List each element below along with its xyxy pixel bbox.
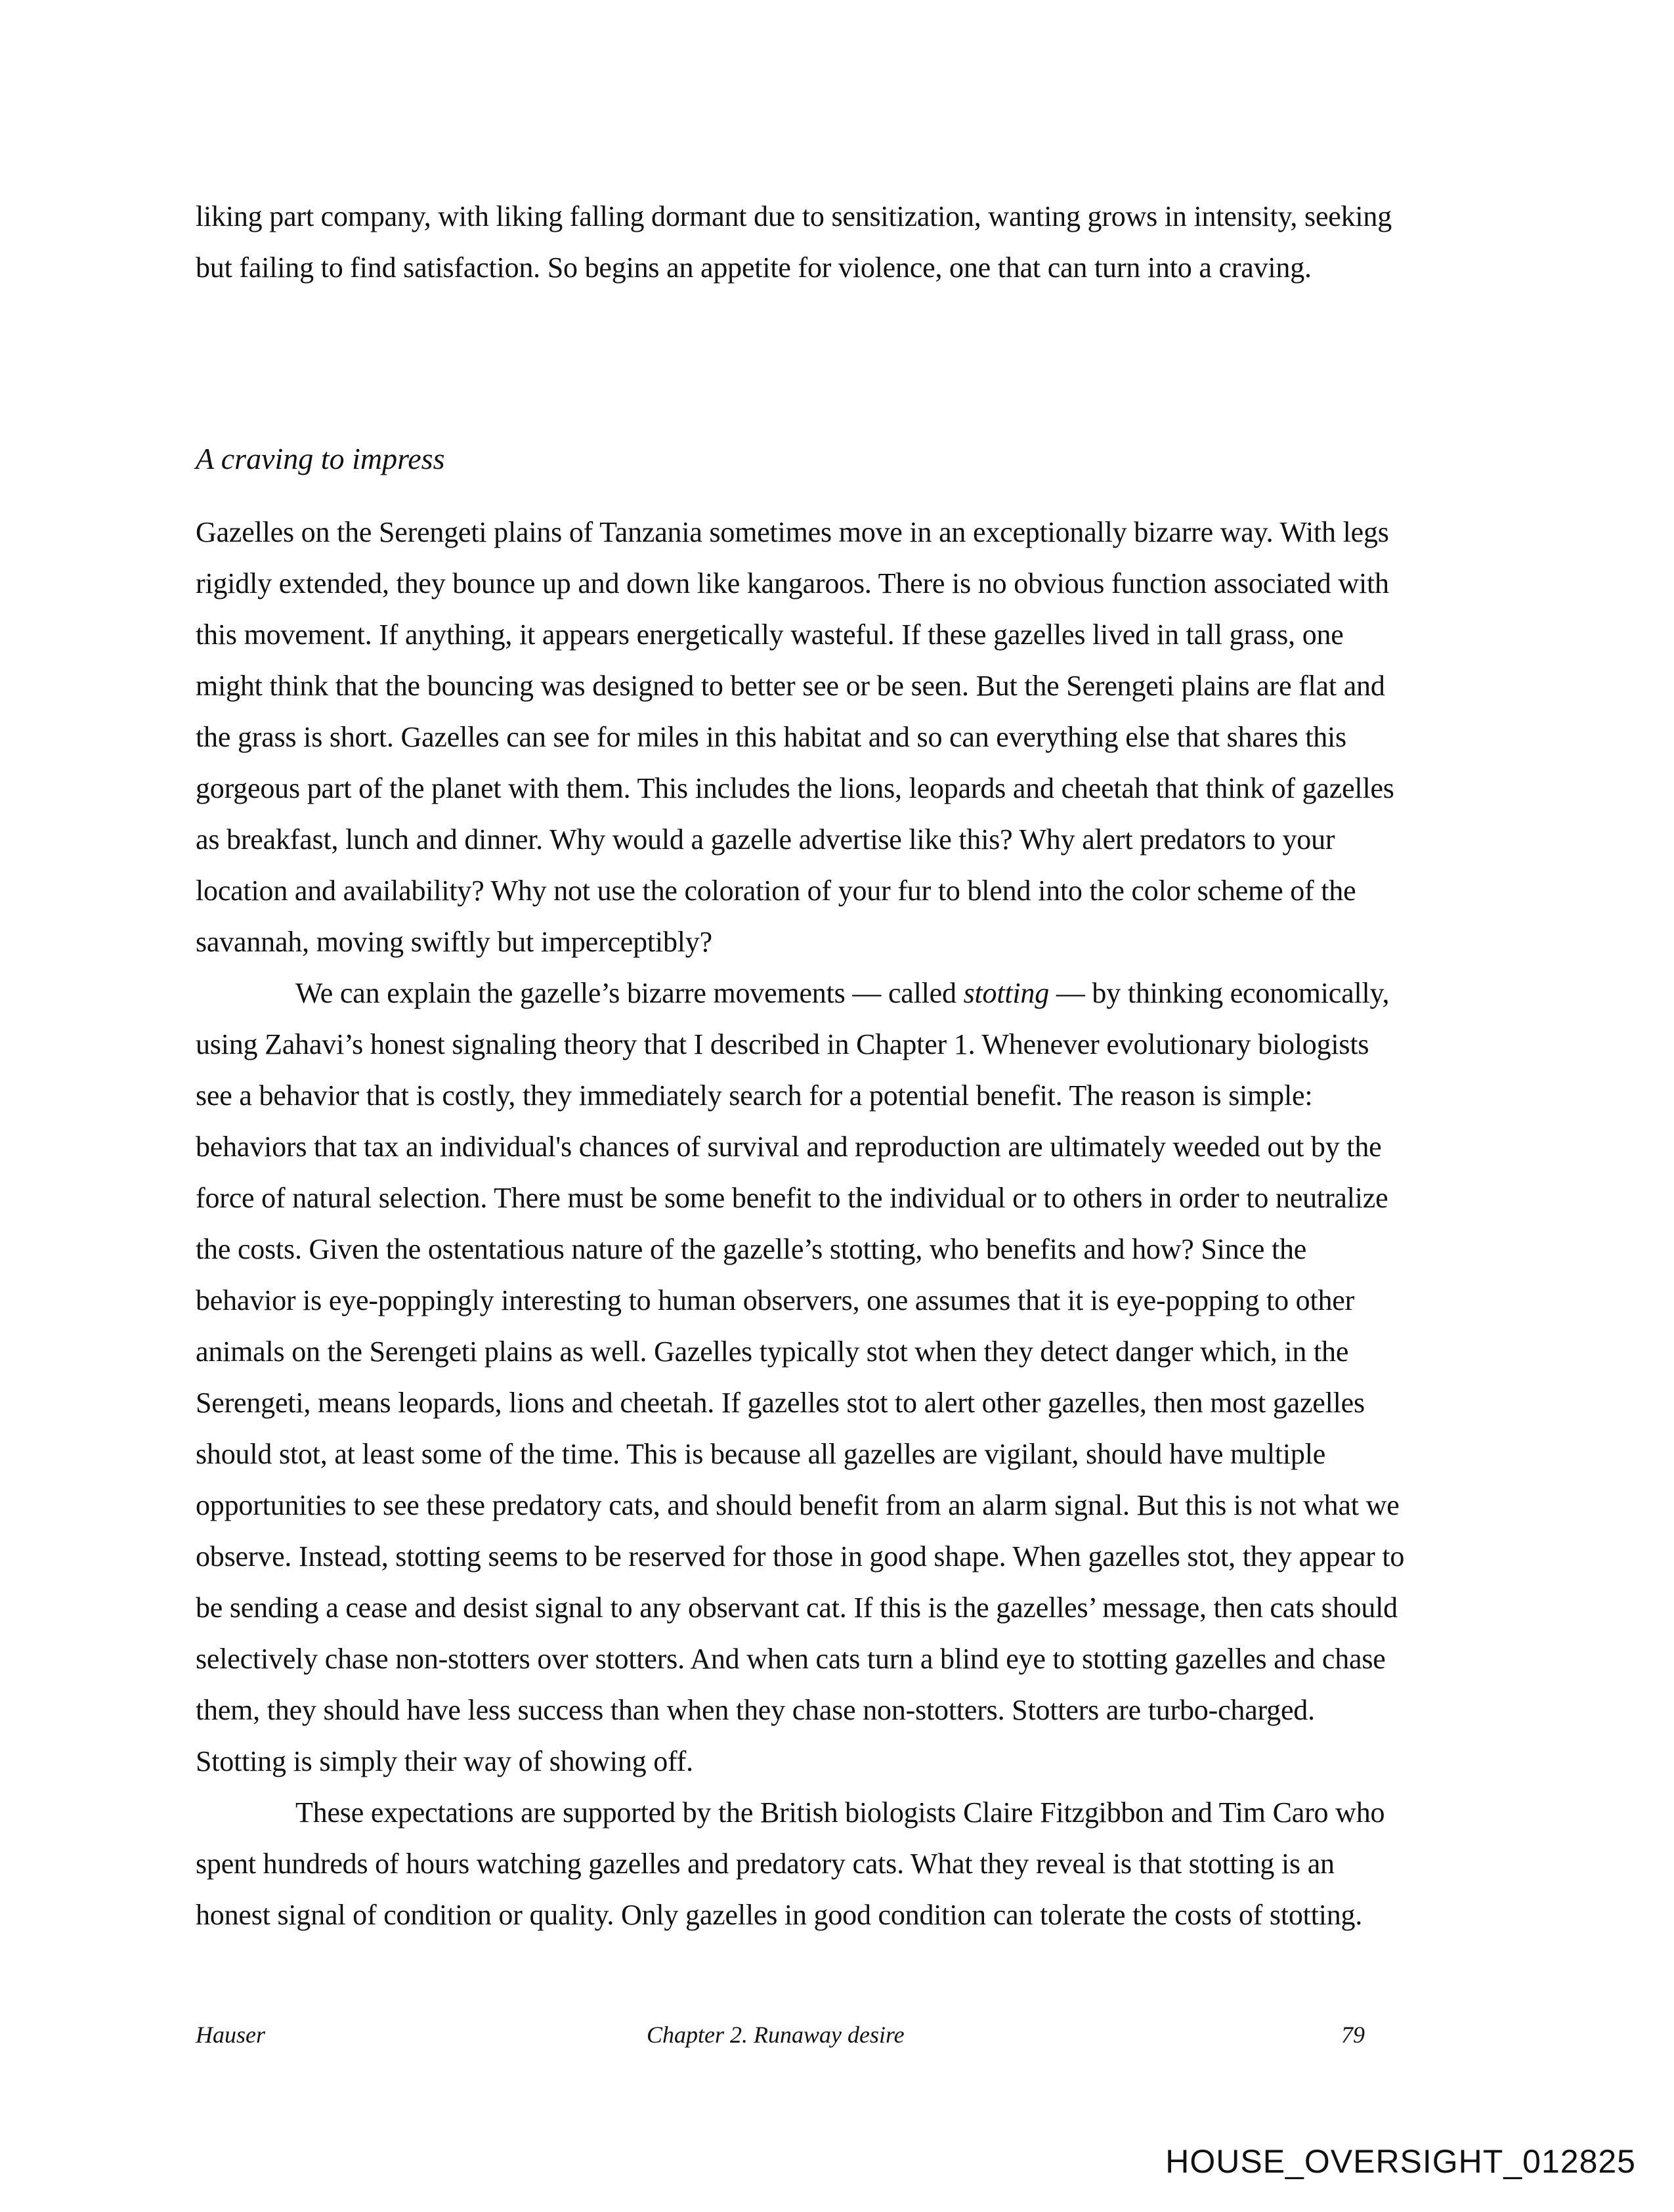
body-text-line: location and availability? Why not use the coloration of your fur to blend into the color scheme of the [196, 875, 1356, 907]
bates-stamp: HOUSE_OVERSIGHT_012825 [1165, 2143, 1636, 2180]
body-text-line: Serengeti, means leopards, lions and cheetah. If gazelles stot to alert other gazelles, then most gazelles [196, 1387, 1365, 1419]
body-text-line: liking part company, with liking falling dormant due to sensitization, wanting grows in intensity, seeking [196, 200, 1392, 232]
section-heading: A craving to impress [196, 442, 445, 475]
text-run: — by thinking economically, [1049, 977, 1390, 1009]
body-text-line: be sending a cease and desist signal to any observant cat. If this is the gazelles’ message, then cats should [196, 1592, 1398, 1624]
body-text-line [295, 975, 1389, 1012]
body-text-line: should stot, at least some of the time. This is because all gazelles are vigilant, should have multiple [196, 1438, 1326, 1470]
italic-term: stotting [963, 977, 1050, 1009]
body-text-line: behaviors that tax an individual's chances of survival and reproduction are ultimately weeded out by the [196, 1131, 1382, 1163]
footer-chapter: Chapter 2. Runaway desire [647, 2022, 905, 2048]
body-text-line: animals on the Serengeti plains as well. Gazelles typically stot when they detect danger which, in the [196, 1335, 1349, 1368]
body-text-line: rigidly extended, they bounce up and down like kangaroos. There is no obvious function associated with [196, 567, 1389, 599]
body-text-line: force of natural selection. There must be some benefit to the individual or to others in order to neutralize [196, 1182, 1388, 1214]
body-text-line: as breakfast, lunch and dinner. Why would a gazelle advertise like this? Why alert predators to your [196, 823, 1335, 856]
body-text-line: honest signal of condition or quality. Only gazelles in good condition can tolerate the costs of stotting. [196, 1899, 1363, 1931]
body-text-line: behavior is eye-poppingly interesting to human observers, one assumes that it is eye-popping to other [196, 1284, 1355, 1316]
body-text-line: this movement. If anything, it appears energetically wasteful. If these gazelles lived in tall grass, one [196, 618, 1344, 651]
footer-author: Hauser [196, 2022, 265, 2048]
body-text-line: observe. Instead, stotting seems to be reserved for those in good shape. When gazelles stot, they appear to [196, 1540, 1405, 1572]
body-text-line: Gazelles on the Serengeti plains of Tanzania sometimes move in an exceptionally bizarre way. With legs [196, 516, 1389, 548]
body-text-line: gorgeous part of the planet with them. This includes the lions, leopards and cheetah that think of gazelles [196, 772, 1394, 804]
body-text-line: opportunities to see these predatory cats, and should benefit from an alarm signal. But this is not what we [196, 1489, 1400, 1521]
footer-page-number: 79 [1341, 2022, 1365, 2048]
body-text-line: using Zahavi’s honest signaling theory that I described in Chapter 1. Whenever evolutionary biologists [196, 1028, 1369, 1060]
body-text-line: them, they should have less success than when they chase non-stotters. Stotters are turbo-charged. [196, 1694, 1315, 1726]
body-text-line: These expectations are supported by the British biologists Claire Fitzgibbon and Tim Caro who [295, 1796, 1385, 1829]
body-text-line: selectively chase non-stotters over stotters. And when cats turn a blind eye to stotting gazelles and chase [196, 1643, 1386, 1675]
body-text-line: savannah, moving swiftly but imperceptibly? [196, 926, 712, 958]
body-text-line: might think that the bouncing was designed to better see or be seen. But the Serengeti plains are flat and [196, 670, 1385, 702]
body-text-line: but failing to find satisfaction. So begins an appetite for violence, one that can turn into a craving. [196, 251, 1312, 284]
body-text-line: the grass is short. Gazelles can see for miles in this habitat and so can everything else that shares this [196, 721, 1346, 753]
text-run: We can explain the gazelle’s bizarre movements — called [295, 977, 964, 1009]
body-text-line: the costs. Given the ostentatious nature of the gazelle’s stotting, who benefits and how? Since the [196, 1233, 1307, 1265]
body-text-line: Stotting is simply their way of showing off. [196, 1745, 693, 1777]
body-text-line: spent hundreds of hours watching gazelles and predatory cats. What they reveal is that stotting is an [196, 1848, 1335, 1880]
body-text-line: see a behavior that is costly, they immediately search for a potential benefit. The reason is simple: [196, 1079, 1313, 1112]
